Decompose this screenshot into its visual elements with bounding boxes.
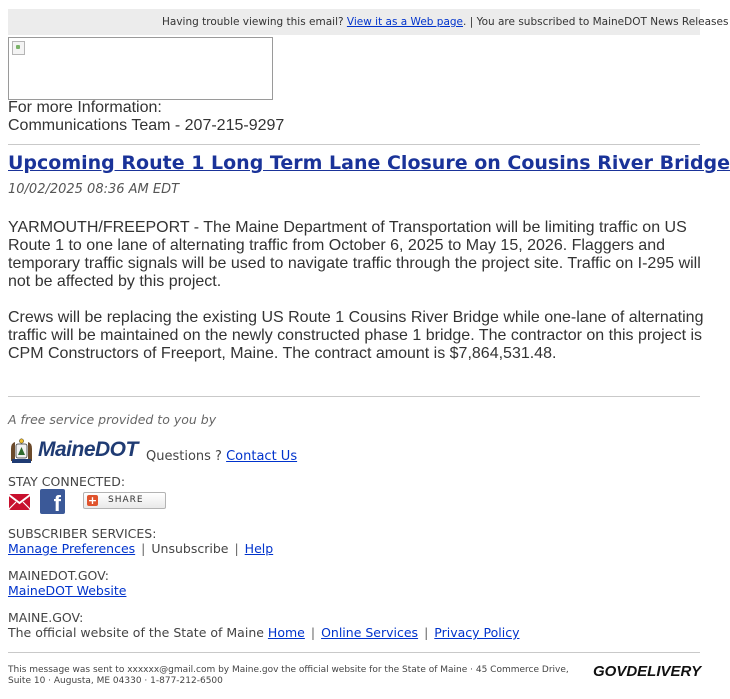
paragraph-line: YARMOUTH/FREEPORT - The Maine Department of Transportation will be limiting traffic on US	[8, 219, 687, 236]
separator: |	[234, 541, 239, 556]
legal-footer-text: This message was sent to xxxxxx@gmail.com by Maine.gov the official website for the State of Maine · 45 Commerce Drive, Suite 10 · Augusta, ME 04330 · 1-877-212-6500	[8, 665, 569, 686]
plus-icon: +	[87, 494, 98, 507]
mainedot-gov-label: MAINEDOT.GOV:	[8, 568, 109, 583]
trouble-viewing-text: Having trouble viewing this email?	[162, 16, 344, 28]
subscriber-services-label: SUBSCRIBER SERVICES:	[8, 526, 157, 541]
unsubscribe-text[interactable]: Unsubscribe	[151, 541, 229, 556]
official-site-text: The official website of the State of Maine	[8, 625, 264, 640]
maine-gov-links	[8, 625, 519, 640]
help-link[interactable]: Help	[244, 541, 274, 556]
mainedot-website-link[interactable]: MaineDOT Website	[8, 583, 127, 598]
maine-seal-icon	[8, 437, 35, 464]
article-headline-link[interactable]: Upcoming Route 1 Long Term Lane Closure on Cousins River Bridge	[8, 152, 730, 174]
mainedot-website-line	[8, 583, 126, 598]
view-web-page-link[interactable]: View it as a Web page	[346, 16, 464, 28]
online-services-link[interactable]: Online Services	[321, 625, 419, 640]
share-label: SHARE	[108, 495, 144, 505]
home-link[interactable]: Home	[267, 625, 305, 640]
facebook-icon[interactable]: f	[40, 489, 65, 514]
mainedot-logo-text: MaineDOT	[38, 438, 138, 461]
broken-image-icon	[12, 41, 25, 55]
paragraph-line: Route 1 to one lane of alternating traffic from October 6, 2025 to May 15, 2026. Flaggers and	[8, 237, 665, 254]
more-info-label: For more Information:	[8, 99, 162, 116]
questions-line	[146, 449, 297, 464]
envelope-icon[interactable]	[8, 490, 31, 513]
paragraph-line: not be affected by this project.	[8, 273, 222, 290]
questions-label: Questions ?	[146, 449, 222, 464]
paragraph-line: traffic will be maintained on the newly constructed phase 1 bridge. The contractor on this project is	[8, 327, 703, 344]
divider	[8, 396, 700, 397]
govdelivery-logo: GOVDELIVERY	[593, 663, 702, 680]
manage-preferences-link[interactable]: Manage Preferences	[8, 541, 136, 556]
subscriber-links	[8, 541, 273, 556]
communications-team-line: Communications Team - 207-215-9297	[8, 117, 285, 134]
privacy-policy-link[interactable]: Privacy Policy	[434, 625, 520, 640]
separator: |	[310, 625, 316, 640]
header-banner-image	[8, 37, 273, 100]
paragraph-line: Crews will be replacing the existing US Route 1 Cousins River Bridge while one-lane of alternating	[8, 309, 704, 326]
stay-connected-label: STAY CONNECTED:	[8, 474, 126, 489]
email-top-bar	[8, 9, 729, 35]
maine-gov-label: MAINE.GOV:	[8, 610, 84, 625]
free-service-text: A free service provided to you by	[8, 412, 217, 427]
footer-divider	[8, 652, 700, 653]
article-date: 10/02/2025 08:36 AM EDT	[8, 182, 180, 197]
separator: |	[424, 625, 429, 640]
contact-info	[8, 99, 284, 135]
share-button[interactable]	[83, 492, 166, 509]
contact-us-link[interactable]: Contact Us	[226, 449, 298, 464]
divider	[8, 144, 700, 145]
paragraph-line: temporary traffic signals will be used to navigate traffic through the project site. Traffic on I-295 will	[8, 255, 701, 272]
subscription-text: . | You are subscribed to MaineDOT News Releases	[463, 16, 729, 28]
article-paragraph-2	[8, 309, 706, 363]
article-paragraph-1	[8, 219, 706, 291]
separator: |	[141, 541, 146, 556]
paragraph-line: CPM Constructors of Freeport, Maine. The contract amount is $7,864,531.48.	[8, 345, 557, 362]
